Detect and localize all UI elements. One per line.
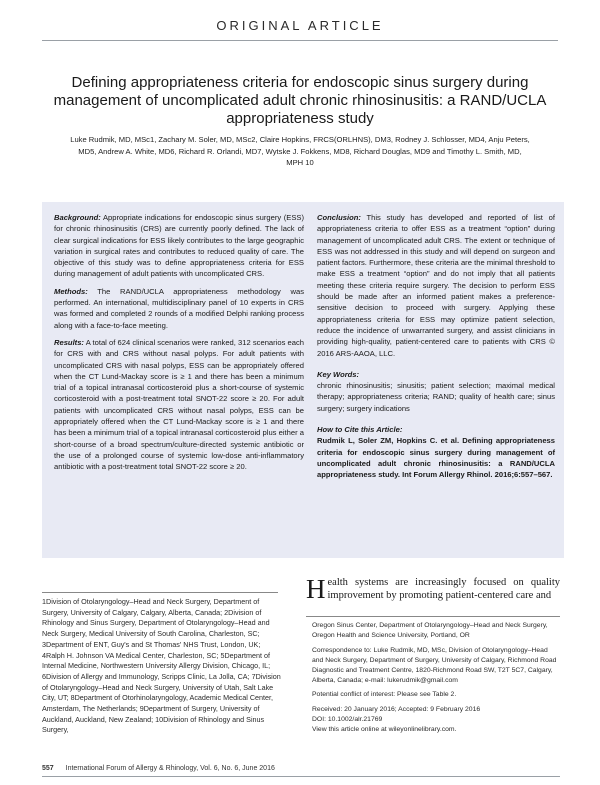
page-number: 557 <box>42 765 54 772</box>
conclusion-heading: Conclusion: <box>317 213 361 222</box>
doi-text: DOI: 10.1002/alr.21769 <box>312 716 383 724</box>
conflict-note: Potential conflict of interest: Please see Table 2. <box>312 691 457 699</box>
page-footer <box>42 765 275 772</box>
correspondence-block <box>312 621 560 735</box>
body-intro-text: ealth systems are increasingly focused on quality improvement by promoting patient-centered care and <box>327 577 560 601</box>
section-banner <box>0 0 600 44</box>
article-title: Defining appropriateness criteria for endoscopic sinus surgery during management of uncomplicated adult chronic rhinosinusitis: a RAND/UCLA appropriateness study <box>53 74 547 127</box>
drop-cap: H <box>306 574 326 604</box>
footer-divider <box>42 776 560 777</box>
abstract-background <box>54 212 304 280</box>
correspondence-contact: Correspondence to: Luke Rudmik, MD, MSc, Division of Otolaryngology–Head and Neck Surgery, Department of Surgery, University of Calgary, Richmond Road Diagnostic and Treatment Centre, 1820-Richmond Road SW, T2T 5C7, Calgary, Alberta, Canada; e-mail: lukerudmik@gmail.com <box>312 646 557 684</box>
journal-citation: International Forum of Allergy & Rhinology, Vol. 6, No. 6, June 2016 <box>65 765 275 772</box>
abstract-results <box>54 337 304 473</box>
abstract-right-column <box>317 212 555 487</box>
methods-heading: Methods: <box>54 286 88 296</box>
online-link[interactable]: View this article online at wileyonlinelibrary.com. <box>312 726 457 734</box>
abstract-conclusion <box>317 212 555 359</box>
banner-divider <box>42 40 558 41</box>
abstract-methods <box>54 286 304 331</box>
background-heading: Background: <box>54 213 101 222</box>
methods-text: The RAND/UCLA appropriateness methodology was performed. An international, multidisciplinary panel of 10 experts in CRS was formed and completed 2 rounds of a modified Delphi ranking process along with a face-to-face meeting. <box>54 286 304 330</box>
author-list: Luke Rudmik, MD, MSc1, Zachary M. Soler, MD, MSc2, Claire Hopkins, FRCS(ORLHNS), DM3, Rodney J. Schlosser, MD4, Anju Peters, MD5, Andrew A. White, MD6, Richard R. Orlandi, MD7, Wytske J. Fokkens, MD8, Richard Douglas, MD9 and Timothy L. Smith, MD, MPH 10 <box>70 135 530 167</box>
body-intro <box>306 576 560 602</box>
keywords-text: chronic rhinosinusitis; sinusitis; patient selection; maximal medical therapy; appropriateness criteria; RAND; quality of health care; sinus surgery; surgery indications <box>317 381 555 413</box>
keywords-heading: Key Words: <box>317 369 360 379</box>
citation-text: Rudmik L, Soler ZM, Hopkins C. et al. Defining appropriateness criteria for endoscopic sinus surgery during management of uncomplicated adult chronic rhinosinusitis: a RAND/UCLA appropriateness study. Int Forum Allergy Rhinol. 2016;6:557–567. <box>317 436 555 480</box>
footnote-divider <box>42 592 278 593</box>
correspondence-divider <box>306 616 560 617</box>
abstract-left-column <box>54 212 304 479</box>
citation-heading: How to Cite this Article: <box>317 425 403 435</box>
affiliations-footnote: 1Division of Otolaryngology–Head and Neck Surgery, Department of Surgery, University of Calgary, Calgary, Alberta, Canada; 2Division of Rhinology and Sinus Surgery, Department of Otolaryngology–Head and Neck Surgery, Medical University of South Carolina, Charleston, SC; 3Department of ENT, Guy's and St Thomas' NHS Trust, London, UK; 4Ralph H. Johnson VA Medical Center, Charleston, SC; 5Department of Internal Medicine, Northwestern University Allergy Division, Chicago, IL; 6Division of Allergy and Immunology, Scripps Clinic, La Jolla, CA; 7Division of Otolaryngology–Head and Neck Surgery, University of Utah, Salt Lake City, UT; 8Department of Otorhinolaryngology, Academic Medical Center, Amsterdam, The Netherlands; 9Department of Surgery, University of Auckland, Auckland, New Zealand; 10Division of Rhinology and Sinus Surgery, <box>42 597 281 735</box>
section-label: ORIGINAL ARTICLE <box>216 18 384 33</box>
results-heading: Results: <box>54 337 84 347</box>
conclusion-text: This study has developed and reported of list of appropriateness criteria to offer ESS as a treatment “option” during management of uncomplicated adult CRS. The extent or technique of ESS was not addressed in this study and will depend on surgeon and patient factors. Furthermore, these criteria are the minimal threshold to make ESS a treatment “option” and do not imply that all patients meeting these criteria require surgery. The decision to perform ESS should be made after an informed patient makes a preference-sensitive decision to proceed with surgery. Applying these appropriateness criteria for ESS may optimize patient selection, reduce the incidence of unwarranted surgery, and assist clinicians in providing high-quality, patient-centered care to patients with CRS © 2016 ARS-AAOA, LLC. <box>317 213 555 358</box>
affiliation-continued: Oregon Sinus Center, Department of Otolaryngology–Head and Neck Surgery, Oregon Health and Science University, Portland, OR <box>312 622 548 639</box>
results-text: A total of 624 clinical scenarios were ranked, 312 scenarios each for CRS with and CRS without nasal polyps. For adult patients with uncomplicated CRS with nasal polyps, ESS can be appropriately offered when the CT Lund-Mackay score is ≥ 1 and there has been a minimum trial of a topical intranasal corticosteroid plus a short-course of systemic corticosteroid with a post-treatment total SNOT-22 score ≥ 20. For adult patients with uncomplicated CRS without nasal polyps, ESS can be appropriately offered when the CT Lund-Mackay score is ≥ 1 and there has been a minimum trial of a topical intranasal corticosteroid plus either a short-course of a broad spectrum/culture-directed systemic antibiotic or the use of a prolonged course of systemic low-dose anti-inflammatory antibiotic with a post-treatment total SNOT-22 score ≥ 20. <box>54 337 304 472</box>
received-dates: Received: 20 January 2016; Accepted: 9 February 2016 <box>312 706 481 714</box>
background-text: Appropriate indications for endoscopic sinus surgery (ESS) for chronic rhinosinusitis (CRS) are currently poorly defined. The lack of clear surgical indications for ESS likely contributes to the large geographic variation in surgical rates and contributes to reduced quality of care. The objective of this study was to define appropriateness criteria for ESS during management of adult patients with uncomplicated CRS. <box>54 213 304 279</box>
